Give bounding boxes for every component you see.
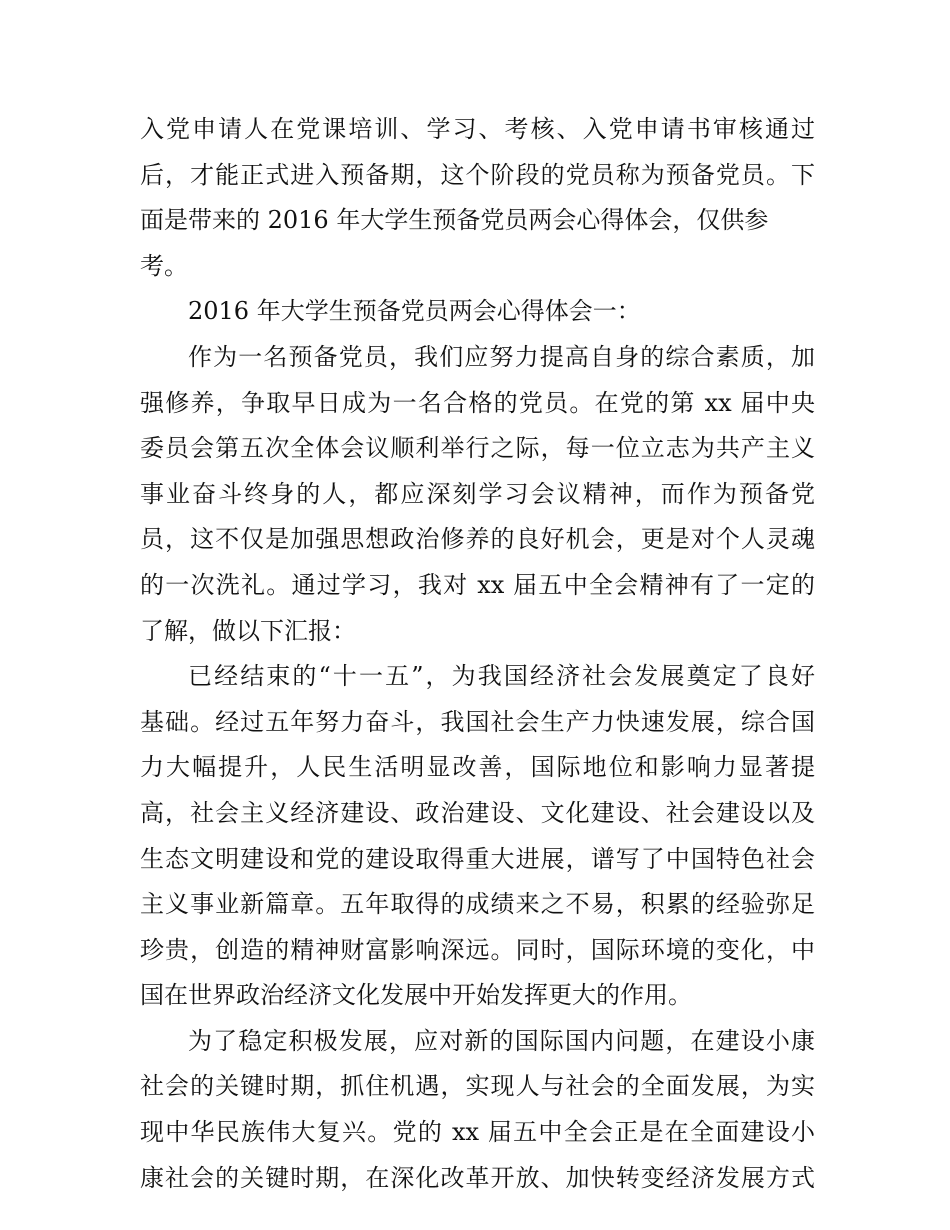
text-line: 现中华民族伟大复兴。党的 xx 届五中全会正是在全面建设小 bbox=[140, 1118, 815, 1147]
text-line: 已经结束的“十一五”，为我国经济社会发展奠定了良好 bbox=[188, 662, 815, 691]
text-line: 高，社会主义经济建设、政治建设、文化建设、社会建设以及 bbox=[140, 798, 815, 827]
text-line: 的一次洗礼。通过学习，我对 xx 届五中全会精神有了一定的 bbox=[140, 570, 815, 599]
document-body bbox=[140, 107, 815, 1201]
text-line: 社会的关键时期，抓住机遇，实现人与社会的全面发展，为实 bbox=[140, 1072, 815, 1101]
paragraph-intro bbox=[140, 107, 815, 289]
text-line: 强修养，争取早日成为一名合格的党员。在党的第 xx 届中央 bbox=[140, 388, 815, 417]
text-line: 力大幅提升，人民生活明显改善，国际地位和影响力显著提 bbox=[140, 753, 815, 782]
text-line: 面是带来的 2016 年大学生预备党员两会心得体会，仅供参 bbox=[140, 206, 769, 235]
text-line: 基础。经过五年努力奋斗，我国社会生产力快速发展，综合国 bbox=[140, 707, 815, 736]
heading-line: 2016 年大学生预备党员两会心得体会一： bbox=[188, 297, 641, 326]
paragraph-1 bbox=[140, 335, 815, 654]
paragraph-3 bbox=[140, 1019, 815, 1201]
text-line: 后，才能正式进入预备期，这个阶段的党员称为预备党员。下 bbox=[140, 160, 815, 189]
text-line: 主义事业新篇章。五年取得的成绩来之不易，积累的经验弥足 bbox=[140, 890, 815, 919]
text-line: 珍贵，创造的精神财富影响深远。同时，国际环境的变化，中 bbox=[140, 935, 815, 964]
text-line: 为了稳定积极发展，应对新的国际国内问题，在建设小康 bbox=[188, 1026, 815, 1055]
text-line: 考。 bbox=[140, 251, 188, 280]
text-line: 员，这不仅是加强思想政治修养的良好机会，更是对个人灵魂 bbox=[140, 525, 815, 554]
paragraph-2 bbox=[140, 654, 815, 1019]
text-line: 康社会的关键时期，在深化改革开放、加快转变经济发展方式 bbox=[140, 1163, 815, 1192]
text-line: 国在世界政治经济文化发展中开始发挥更大的作用。 bbox=[140, 981, 692, 1010]
text-line: 事业奋斗终身的人，都应深刻学习会议精神，而作为预备党 bbox=[140, 479, 815, 508]
text-line: 了解，做以下汇报： bbox=[140, 616, 356, 645]
text-line: 生态文明建设和党的建设取得重大进展，谱写了中国特色社会 bbox=[140, 844, 815, 873]
section-heading bbox=[140, 289, 815, 335]
text-line: 入党申请人在党课培训、学习、考核、入党申请书审核通过 bbox=[140, 115, 815, 143]
text-line: 作为一名预备党员，我们应努力提高自身的综合素质，加 bbox=[188, 342, 815, 371]
text-line: 委员会第五次全体会议顺利举行之际，每一位立志为共产主义 bbox=[140, 434, 815, 463]
